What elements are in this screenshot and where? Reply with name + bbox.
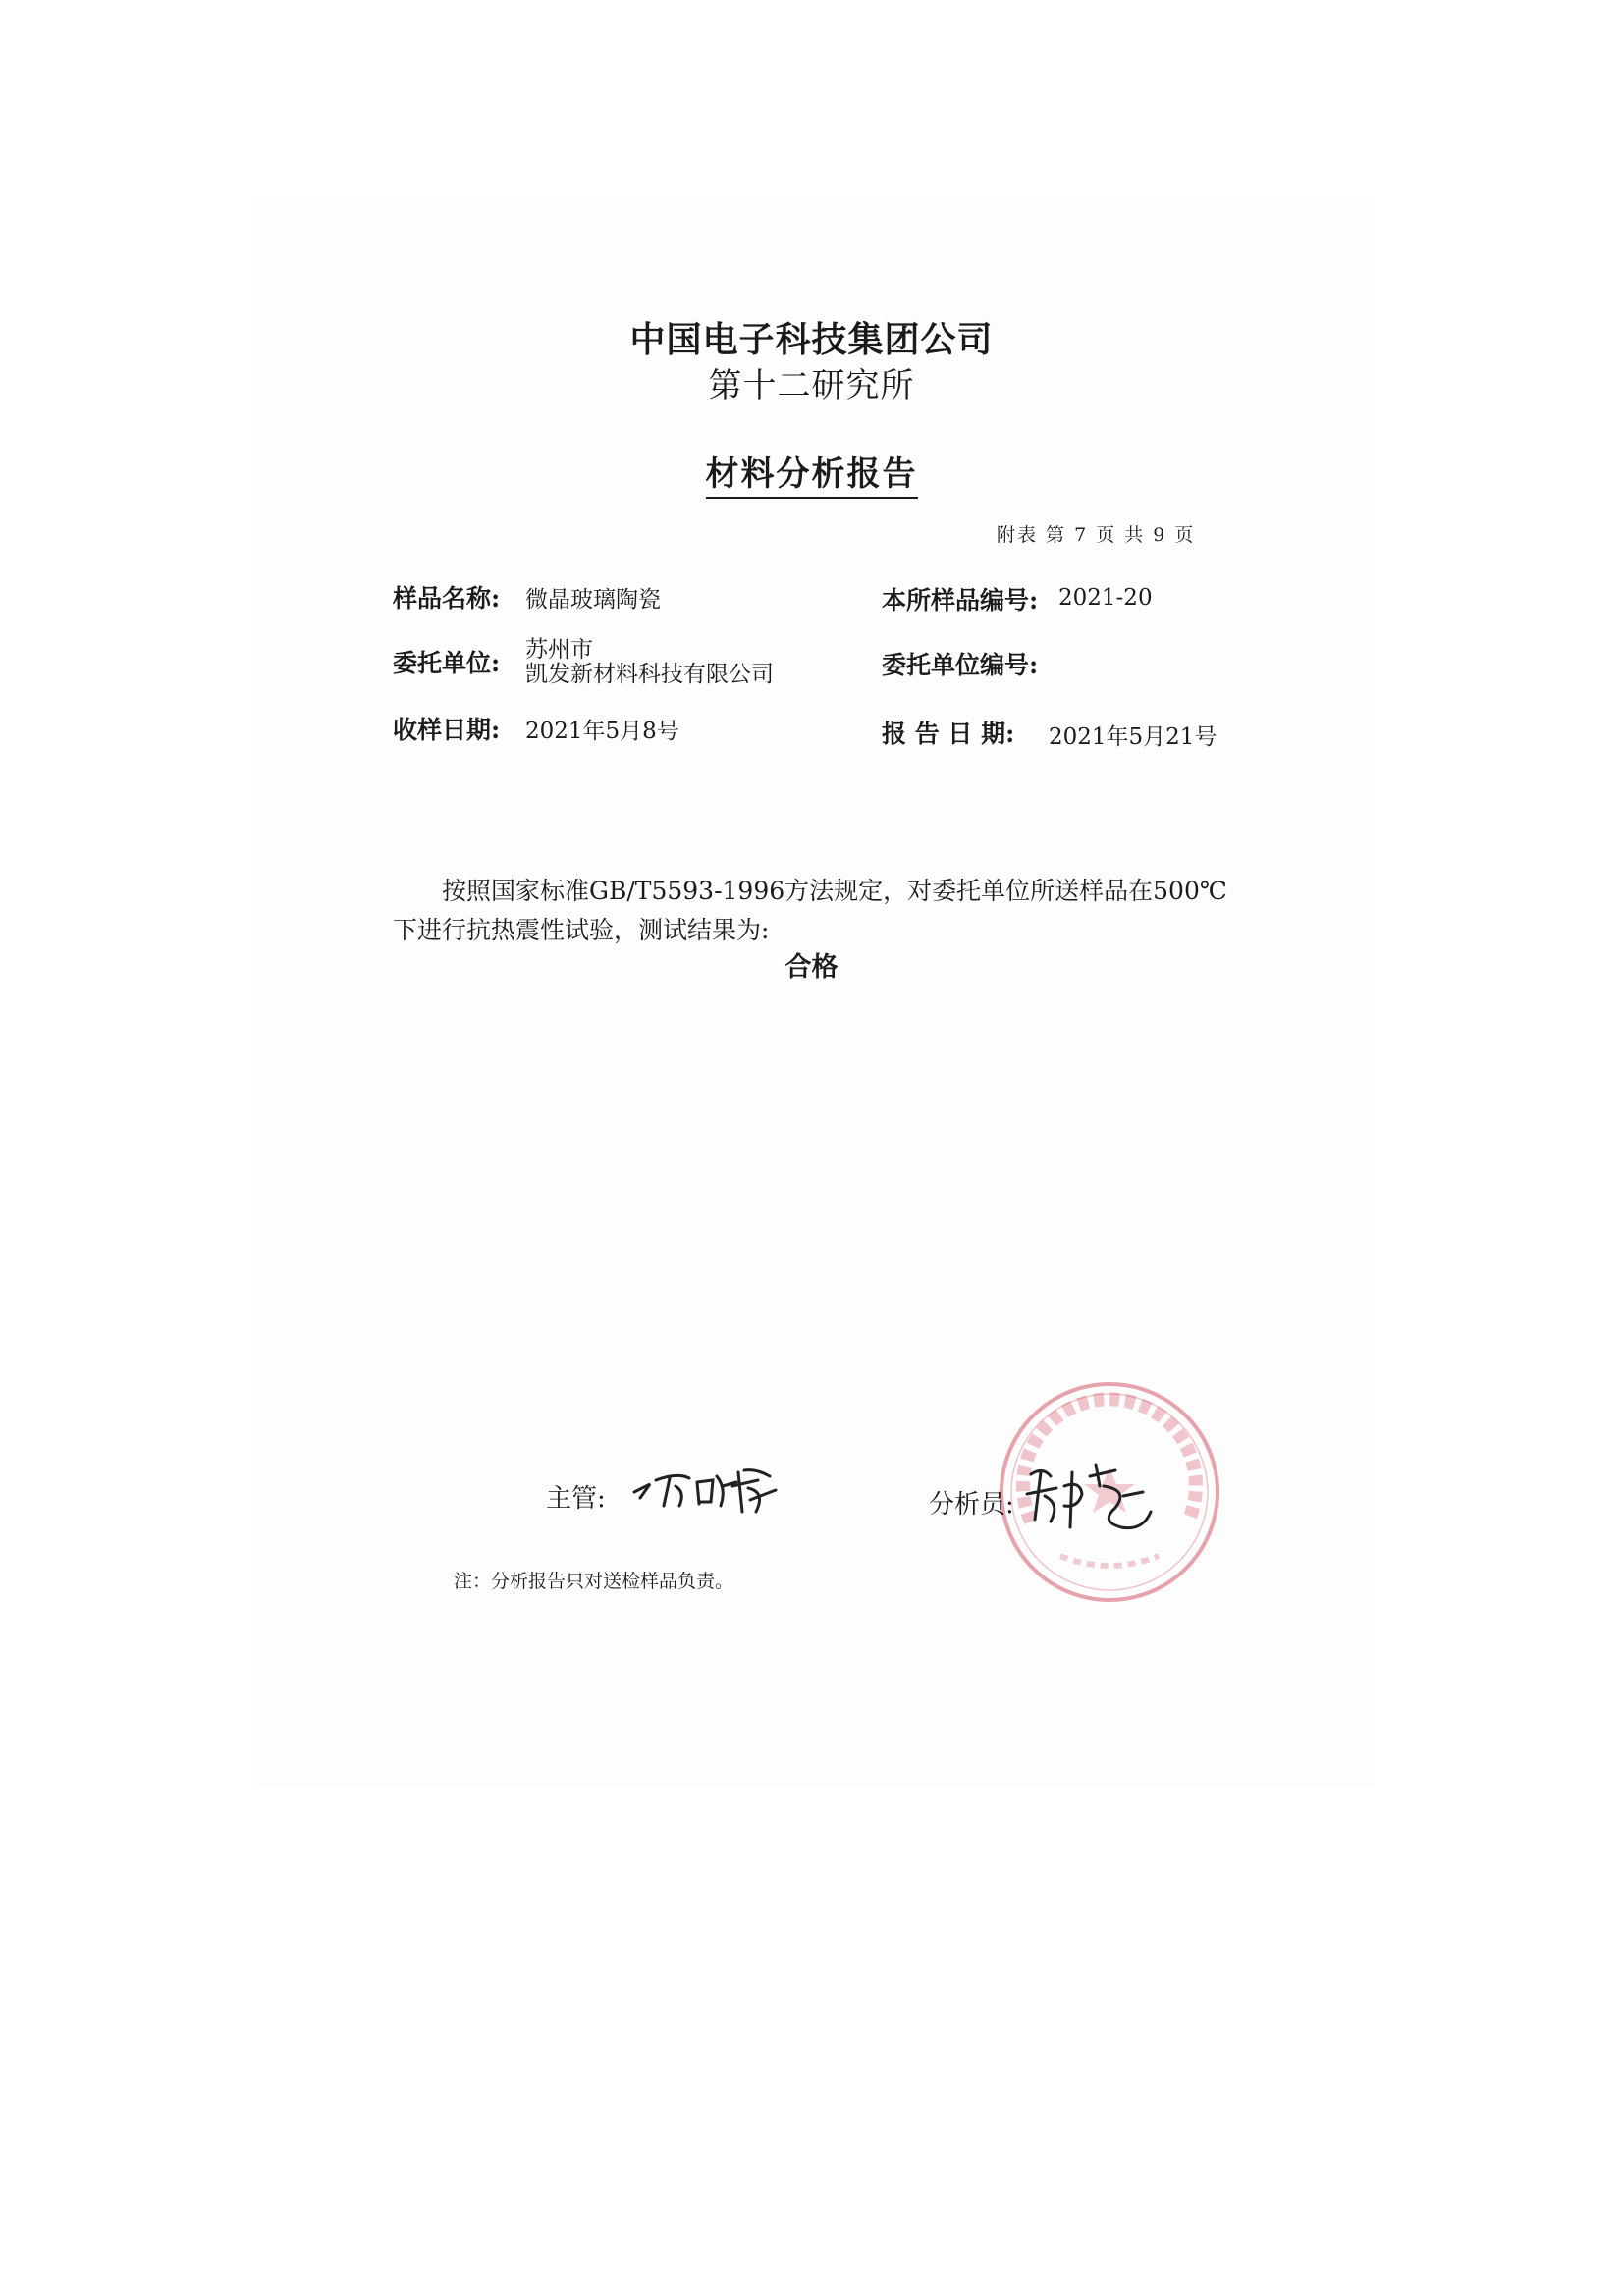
report-title-text: 材料分析报告 <box>706 454 918 499</box>
test-description-line2: 下进行抗热震性试验，测试结果为: <box>393 916 770 944</box>
analyst-signature <box>1021 1443 1168 1545</box>
sample-name-value: 微晶玻璃陶瓷 <box>525 587 661 613</box>
client-number-label: 委托单位编号: <box>882 651 1039 679</box>
client-label: 委托单位: <box>393 649 501 677</box>
analyst-label: 分析员: <box>929 1490 1014 1520</box>
report-date-label: 报 告 日 期: <box>882 720 1015 748</box>
page-info: 附表 第 7 页 共 9 页 <box>997 524 1196 546</box>
analyst-signature-graphic <box>1021 1443 1168 1541</box>
receive-date-label: 收样日期: <box>393 716 501 744</box>
report-note: 注：分析报告只对送检样品负责。 <box>454 1571 734 1592</box>
sample-number-label: 本所样品编号: <box>882 586 1039 614</box>
organization-subtitle: 第十二研究所 <box>708 366 915 405</box>
client-value-line1: 苏州市 <box>525 637 593 663</box>
test-description-line1: 按照国家标准GB/T5593-1996方法规定，对委托单位所送样品在500℃ <box>442 877 1227 905</box>
sample-number-value: 2021-20 <box>1058 585 1153 611</box>
supervisor-signature-graphic <box>628 1443 785 1522</box>
test-description <box>393 872 1237 950</box>
test-result: 合格 <box>784 952 839 983</box>
report-title <box>0 447 1623 495</box>
supervisor-label: 主管: <box>546 1484 606 1514</box>
report-date-value: 2021年5月21号 <box>1049 724 1217 750</box>
receive-date-value: 2021年5月8号 <box>525 719 679 744</box>
sample-name-label: 样品名称: <box>393 584 501 613</box>
supervisor-signature <box>628 1443 785 1525</box>
organization-name: 中国电子科技集团公司 <box>629 319 994 360</box>
client-value-line2: 凯发新材料科技有限公司 <box>525 662 774 687</box>
